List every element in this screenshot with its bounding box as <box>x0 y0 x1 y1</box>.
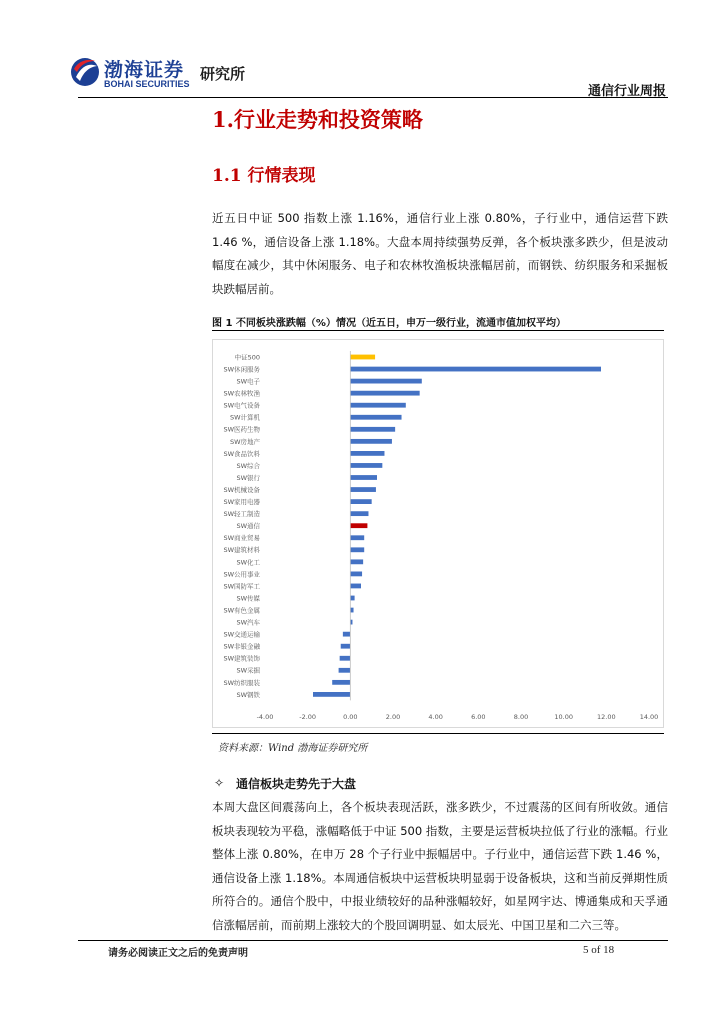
category-label: SW建筑材料 <box>223 546 260 555</box>
bar-SW计算机 <box>350 415 401 420</box>
section-heading: 1.行业走势和投资策略 <box>212 107 423 132</box>
bar-SW国防军工 <box>350 584 361 589</box>
bar-SW家用电器 <box>350 499 371 504</box>
category-label: SW纺织服装 <box>223 678 260 687</box>
category-label: SW采掘 <box>236 666 260 675</box>
market-performance-paragraph: 近五日中证 500 指数上涨 1.16%，通信行业上涨 0.80%，子行业中，通信运营下跌 1.46 %，通信设备上涨 1.18%。大盘本周持续强势反弹，各个板块涨多跌少，但是波动幅度在减少，其中休闲服务、电子和农林牧渔板块涨幅居前，而钢铁、纺织服务和采掘板块跌幅居前。 <box>212 211 668 296</box>
x-tick-label: 10.00 <box>554 713 573 721</box>
category-label: SW农林牧渔 <box>223 389 260 398</box>
category-label: SW非银金融 <box>223 642 260 651</box>
footer-divider <box>78 940 668 941</box>
category-label: SW交通运输 <box>223 630 260 639</box>
bar-SW机械设备 <box>350 487 376 492</box>
category-label: SW电气设备 <box>223 401 260 410</box>
category-label: SW通信 <box>236 522 260 531</box>
bar-SW钢铁 <box>313 692 350 697</box>
figure-top-rule <box>212 330 664 331</box>
x-tick-label: -4.00 <box>256 713 274 721</box>
bar-SW银行 <box>350 475 377 480</box>
sector-change-bar-chart <box>212 339 664 728</box>
report-type: 通信行业周报 <box>587 84 666 99</box>
category-label: SW银行 <box>236 473 260 482</box>
logo-chinese-name: 渤海证券 <box>104 59 185 81</box>
page-number: 5 of 18 <box>583 944 615 956</box>
chart-frame <box>213 340 664 728</box>
x-tick-label: 6.00 <box>471 713 486 721</box>
bar-SW农林牧渔 <box>350 391 419 396</box>
bar-SW建筑材料 <box>350 547 364 552</box>
category-label: SW汽车 <box>236 618 260 627</box>
bar-SW非银金融 <box>341 644 351 649</box>
institute-label: 研究所 <box>200 65 246 83</box>
subsection-heading: 1.1 行情表现 <box>212 166 316 186</box>
x-tick-label: 0.00 <box>343 713 358 721</box>
bar-SW休闲服务 <box>350 367 601 372</box>
bar-SW公用事业 <box>350 572 362 577</box>
figure-bottom-rule <box>212 733 664 734</box>
category-label: SW化工 <box>236 558 260 567</box>
bar-SW纺织服装 <box>332 680 350 685</box>
category-label: SW有色金属 <box>223 606 260 615</box>
bar-SW传媒 <box>350 596 354 601</box>
bar-SW电气设备 <box>350 403 405 408</box>
category-label: SW电子 <box>236 377 260 386</box>
category-label: SW综合 <box>236 461 260 470</box>
category-label: SW休闲服务 <box>223 365 260 374</box>
category-label: SW家用电器 <box>223 498 260 506</box>
category-label: SW计算机 <box>229 413 260 422</box>
x-tick-label: 12.00 <box>597 713 616 721</box>
x-tick-label: -2.00 <box>299 713 317 721</box>
bar-SW采掘 <box>339 668 351 673</box>
x-tick-label: 4.00 <box>428 713 443 721</box>
bar-SW轻工制造 <box>350 511 368 516</box>
category-label: SW公用事业 <box>223 570 260 579</box>
x-tick-label: 14.00 <box>639 713 659 721</box>
x-tick-label: 8.00 <box>513 713 529 721</box>
bar-SW商业贸易 <box>350 535 364 540</box>
bar-SW化工 <box>350 559 363 564</box>
category-label: SW医药生物 <box>223 425 260 434</box>
bar-SW食品饮料 <box>350 451 384 456</box>
category-label: SW国防军工 <box>223 582 260 591</box>
category-label: 中证500 <box>234 353 260 362</box>
header-divider <box>78 97 668 98</box>
bar-SW建筑装饰 <box>340 656 351 661</box>
bullet-diamond-icon: ✧ <box>214 776 225 790</box>
bar-SW有色金属 <box>350 608 353 613</box>
bar-SW通信 <box>350 523 367 528</box>
category-label: SW机械设备 <box>223 485 260 494</box>
x-tick-label: 2.00 <box>385 713 401 721</box>
bar-SW电子 <box>350 379 421 384</box>
logo-english-name: BOHAI SECURITIES <box>104 79 190 89</box>
bar-SW综合 <box>350 463 382 468</box>
category-label: SW传媒 <box>236 594 260 603</box>
category-label: SW食品饮料 <box>223 449 260 458</box>
figure-source: 资料来源：Wind 渤海证券研究所 <box>218 743 368 754</box>
bar-SW医药生物 <box>350 427 395 432</box>
disclaimer-notice: 请务必阅读正文之后的免责声明 <box>108 948 248 959</box>
bar-SW交通运输 <box>343 632 350 637</box>
bullet-heading: 通信板块走势先于大盘 <box>236 777 357 791</box>
figure-title: 图 1 不同板块涨跌幅（%）情况（近五日，申万一级行业，流通市值加权平均） <box>212 318 566 329</box>
category-label: SW钢铁 <box>236 690 260 699</box>
bar-中证500 <box>350 355 375 360</box>
category-label: SW商业贸易 <box>223 534 260 543</box>
sector-analysis-paragraph: 本周大盘区间震荡向上，各个板块表现活跃，涨多跌少，不过震荡的区间有所收敛。通信板块表现较为平稳，涨幅略低于中证 500 指数，主要是运营板块拉低了行业的涨幅。行业整体上涨 0.80%，在申万 28 个子行业中振幅居中。子行业中，通信运营下跌 1.46 %，通信设备上涨 1.18%。本周通信板块中运营板块明显弱于设备板块，这和当前反弹期性质所符合的。通信个股中，中报业绩较好的品种涨幅较好，如星网宇达、博通集成和天孚通信涨幅居前，而前期上涨较大的个股回调明显、如太辰光、中国卫星和二六三等。 <box>212 800 668 932</box>
category-label: SW建筑装饰 <box>223 654 260 663</box>
bar-SW房地产 <box>350 439 392 444</box>
bohai-logo-icon <box>70 55 100 89</box>
chart-container <box>212 339 664 728</box>
category-label: SW房地产 <box>229 437 260 446</box>
category-label: SW轻工制造 <box>223 510 260 519</box>
